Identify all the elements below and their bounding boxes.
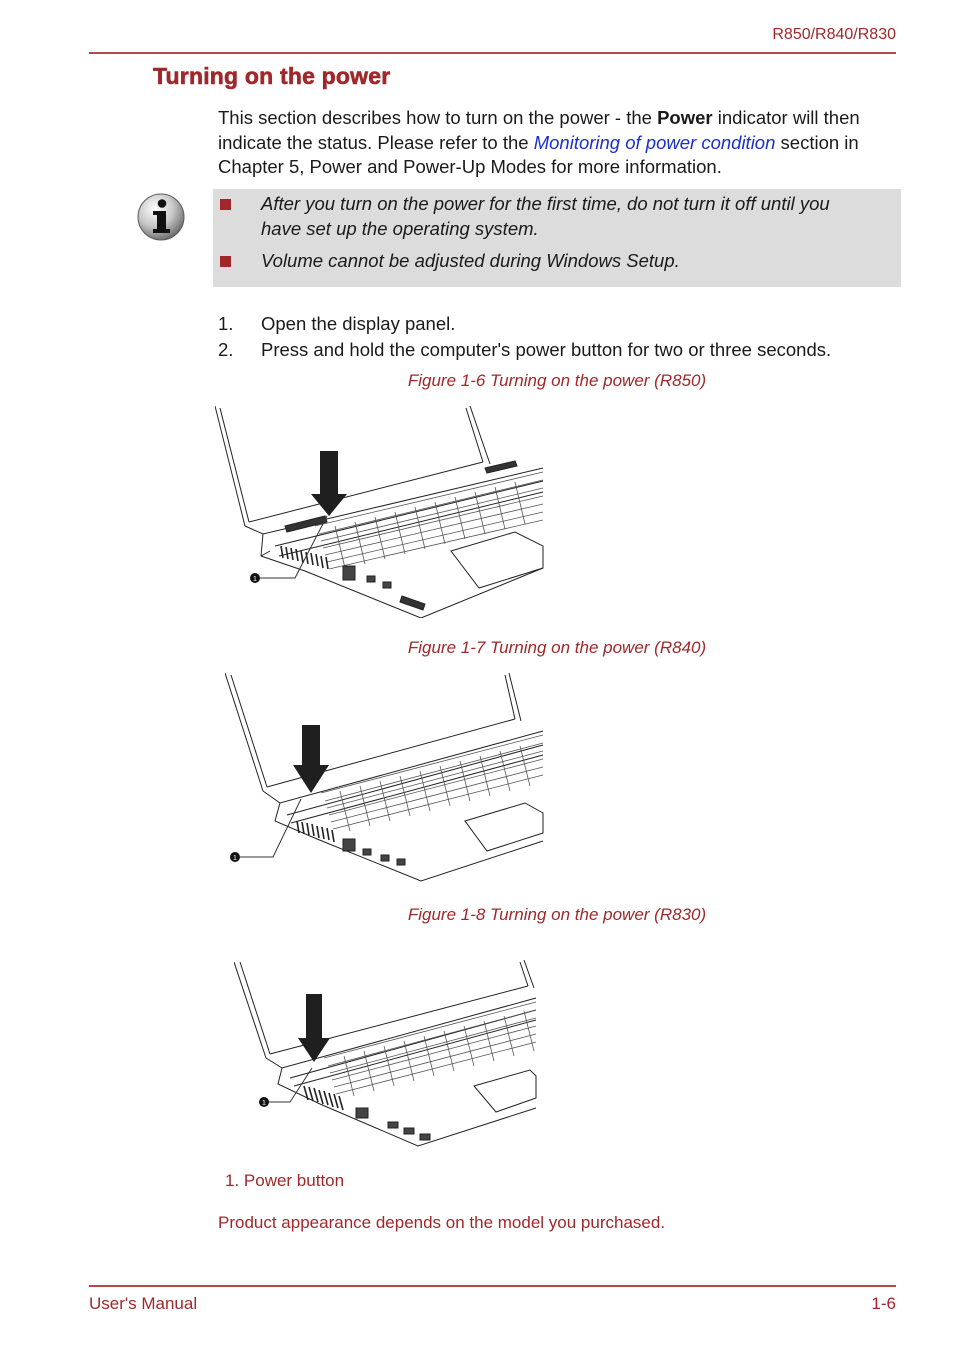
header-model: R850/R840/R830 — [772, 26, 896, 43]
note-item-1-line-2: have set up the operating system. — [261, 217, 539, 239]
step-2-text: Press and hold the computer's power button for two or three seconds. — [261, 339, 832, 360]
bullet-square — [220, 256, 231, 267]
figure-1-7-caption: Figure 1-7 Turning on the power (R840) — [407, 638, 707, 657]
section-title: Turning on the power — [153, 63, 391, 89]
footer-manual-title: User's Manual — [89, 1294, 198, 1313]
figure-1-7-laptop-illustration — [225, 673, 545, 885]
intro-bold-power: Power — [657, 107, 713, 128]
figure-1-8-callout: 1 — [262, 1100, 266, 1107]
figure-1-6-caption: Figure 1-6 Turning on the power (R850) — [407, 371, 707, 390]
figure-1-6-callout: 1 — [253, 576, 257, 583]
figure-legend: 1. Power button — [225, 1171, 345, 1190]
step-1-number: 1. — [218, 313, 234, 334]
figure-1-8-caption: Figure 1-8 Turning on the power (R830) — [407, 905, 707, 924]
intro-paragraph — [218, 106, 888, 180]
note-item-2: Volume cannot be adjusted during Windows Setup. — [261, 250, 680, 271]
bullet-square — [220, 199, 231, 210]
disclaimer-text: Product appearance depends on the model you purchased. — [218, 1213, 666, 1232]
header-rule — [89, 52, 896, 54]
monitoring-link[interactable]: Monitoring of power condition — [533, 131, 776, 153]
info-icon — [136, 192, 186, 242]
figure-1-7-callout: 1 — [233, 855, 237, 862]
note-item-1-line-1: After you turn on the power for the first time, do not turn it off until you — [261, 193, 830, 214]
figure-1-8-laptop-illustration — [234, 958, 538, 1148]
note-box — [213, 189, 901, 287]
intro-text-1: This section describes how to turn on the power - the — [218, 107, 658, 128]
step-2-number: 2. — [218, 339, 234, 360]
step-1-text: Open the display panel. — [261, 313, 456, 334]
footer-page-number: 1-6 — [871, 1294, 896, 1313]
footer-rule — [89, 1285, 896, 1287]
intro-text-2: indicator will then indicate the status. Please refer to the — [218, 107, 860, 153]
intro-text-3: section in Chapter 5, Power and Power-Up Modes for more information. — [218, 131, 859, 177]
figure-1-6-laptop-illustration — [215, 406, 545, 618]
note-item-1 — [261, 192, 830, 241]
